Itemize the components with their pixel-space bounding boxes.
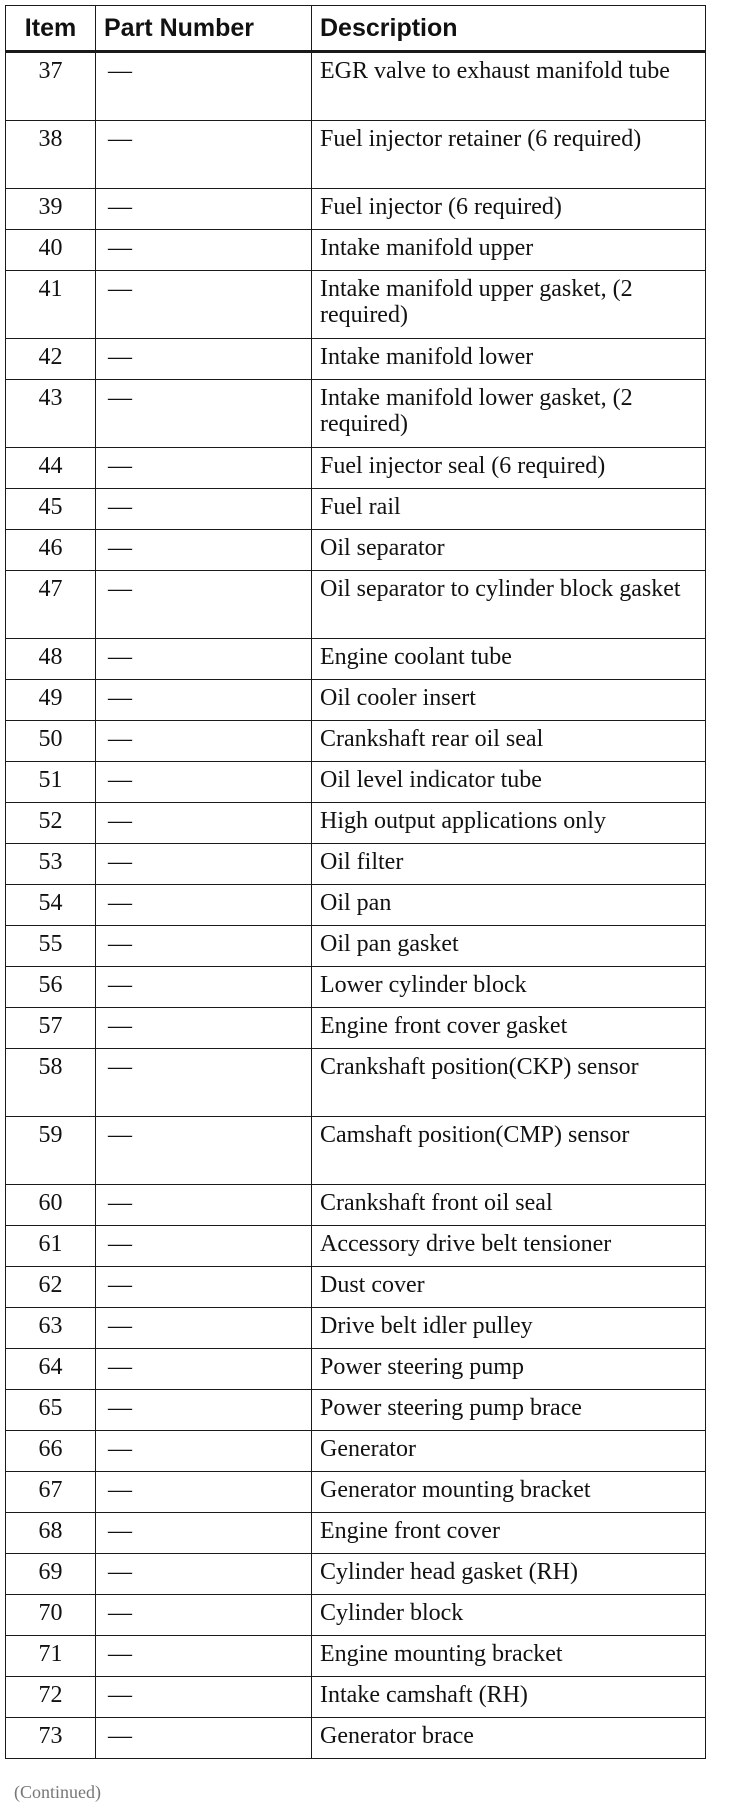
part-number-cell: — — [96, 189, 312, 230]
description-cell: Engine front cover — [312, 1513, 706, 1554]
item-cell: 65 — [6, 1390, 96, 1431]
part-number-cell: — — [96, 121, 312, 189]
description-cell: Lower cylinder block — [312, 967, 706, 1008]
item-cell: 40 — [6, 230, 96, 271]
table-row — [6, 721, 706, 762]
table-row — [6, 571, 706, 639]
part-number-cell: — — [96, 967, 312, 1008]
part-number-cell: — — [96, 571, 312, 639]
part-number-cell: — — [96, 926, 312, 967]
description-cell: Generator brace — [312, 1718, 706, 1759]
description-cell: Oil pan — [312, 885, 706, 926]
item-cell: 45 — [6, 489, 96, 530]
table-row — [6, 1349, 706, 1390]
part-number-cell: — — [96, 844, 312, 885]
part-number-cell: — — [96, 680, 312, 721]
part-number-cell: — — [96, 1636, 312, 1677]
description-cell: Power steering pump — [312, 1349, 706, 1390]
description-cell: Engine mounting bracket — [312, 1636, 706, 1677]
description-cell: Power steering pump brace — [312, 1390, 706, 1431]
table-row — [6, 762, 706, 803]
table-body — [6, 52, 706, 1759]
part-number-cell: — — [96, 448, 312, 489]
description-cell: Fuel injector seal (6 required) — [312, 448, 706, 489]
table-row — [6, 885, 706, 926]
item-cell: 47 — [6, 571, 96, 639]
table-row — [6, 1185, 706, 1226]
description-cell: Cylinder head gasket (RH) — [312, 1554, 706, 1595]
description-cell: Engine front cover gasket — [312, 1008, 706, 1049]
description-cell: Crankshaft front oil seal — [312, 1185, 706, 1226]
table-row — [6, 1554, 706, 1595]
description-cell: Cylinder block — [312, 1595, 706, 1636]
table-row — [6, 1117, 706, 1185]
part-number-cell: — — [96, 1390, 312, 1431]
table-row — [6, 1431, 706, 1472]
part-number-cell: — — [96, 803, 312, 844]
item-cell: 39 — [6, 189, 96, 230]
table-row — [6, 680, 706, 721]
table-row — [6, 803, 706, 844]
description-cell: Oil filter — [312, 844, 706, 885]
description-cell: Camshaft position(CMP) sensor — [312, 1117, 706, 1185]
part-number-cell: — — [96, 52, 312, 121]
table-row — [6, 1595, 706, 1636]
item-cell: 46 — [6, 530, 96, 571]
description-cell: Oil separator — [312, 530, 706, 571]
parts-table — [5, 5, 706, 1759]
item-cell: 56 — [6, 967, 96, 1008]
item-cell: 43 — [6, 380, 96, 448]
item-cell: 54 — [6, 885, 96, 926]
continued-note: (Continued) — [14, 1782, 101, 1802]
description-cell: Intake camshaft (RH) — [312, 1677, 706, 1718]
table-row — [6, 1008, 706, 1049]
table-row — [6, 189, 706, 230]
item-cell: 50 — [6, 721, 96, 762]
description-cell: Intake manifold lower — [312, 339, 706, 380]
description-cell: Oil level indicator tube — [312, 762, 706, 803]
table-row — [6, 339, 706, 380]
part-number-cell: — — [96, 380, 312, 448]
table-row — [6, 1513, 706, 1554]
item-cell: 51 — [6, 762, 96, 803]
description-cell: Oil cooler insert — [312, 680, 706, 721]
description-cell: Intake manifold lower gasket, (2 required) — [312, 380, 706, 448]
item-cell: 61 — [6, 1226, 96, 1267]
table-row — [6, 271, 706, 339]
part-number-cell: — — [96, 1049, 312, 1117]
description-cell: Intake manifold upper — [312, 230, 706, 271]
part-number-cell: — — [96, 762, 312, 803]
description-cell: Dust cover — [312, 1267, 706, 1308]
item-cell: 58 — [6, 1049, 96, 1117]
header-part-number: Part Number — [96, 6, 312, 52]
description-cell: High output applications only — [312, 803, 706, 844]
item-cell: 55 — [6, 926, 96, 967]
item-cell: 44 — [6, 448, 96, 489]
description-cell: Oil separator to cylinder block gasket — [312, 571, 706, 639]
table-row — [6, 489, 706, 530]
part-number-cell: — — [96, 885, 312, 926]
description-cell: Generator mounting bracket — [312, 1472, 706, 1513]
part-number-cell: — — [96, 1008, 312, 1049]
description-cell: Crankshaft rear oil seal — [312, 721, 706, 762]
description-cell: Fuel injector (6 required) — [312, 189, 706, 230]
part-number-cell: — — [96, 1513, 312, 1554]
item-cell: 71 — [6, 1636, 96, 1677]
header-description: Description — [312, 6, 706, 52]
description-cell: Drive belt idler pulley — [312, 1308, 706, 1349]
table-row — [6, 1390, 706, 1431]
description-cell: Oil pan gasket — [312, 926, 706, 967]
item-cell: 66 — [6, 1431, 96, 1472]
part-number-cell: — — [96, 1677, 312, 1718]
item-cell: 72 — [6, 1677, 96, 1718]
item-cell: 64 — [6, 1349, 96, 1390]
part-number-cell: — — [96, 1472, 312, 1513]
table-row — [6, 926, 706, 967]
table-row — [6, 1677, 706, 1718]
item-cell: 60 — [6, 1185, 96, 1226]
description-cell: Engine coolant tube — [312, 639, 706, 680]
part-number-cell: — — [96, 1349, 312, 1390]
item-cell: 62 — [6, 1267, 96, 1308]
table-row — [6, 1049, 706, 1117]
item-cell: 37 — [6, 52, 96, 121]
item-cell: 68 — [6, 1513, 96, 1554]
description-cell: Accessory drive belt tensioner — [312, 1226, 706, 1267]
table-row — [6, 530, 706, 571]
part-number-cell: — — [96, 530, 312, 571]
table-row — [6, 1472, 706, 1513]
table-row — [6, 121, 706, 189]
item-cell: 42 — [6, 339, 96, 380]
part-number-cell: — — [96, 1718, 312, 1759]
table-row — [6, 1308, 706, 1349]
description-cell: Generator — [312, 1431, 706, 1472]
part-number-cell: — — [96, 271, 312, 339]
part-number-cell: — — [96, 1431, 312, 1472]
part-number-cell: — — [96, 1308, 312, 1349]
item-cell: 38 — [6, 121, 96, 189]
table-row — [6, 230, 706, 271]
part-number-cell: — — [96, 489, 312, 530]
part-number-cell: — — [96, 230, 312, 271]
item-cell: 48 — [6, 639, 96, 680]
description-cell: EGR valve to exhaust manifold tube — [312, 52, 706, 121]
item-cell: 69 — [6, 1554, 96, 1595]
table-row — [6, 1636, 706, 1677]
part-number-cell: — — [96, 1117, 312, 1185]
item-cell: 67 — [6, 1472, 96, 1513]
description-cell: Intake manifold upper gasket, (2 required) — [312, 271, 706, 339]
table-row — [6, 52, 706, 121]
table-row — [6, 380, 706, 448]
part-number-cell: — — [96, 1185, 312, 1226]
part-number-cell: — — [96, 339, 312, 380]
description-cell: Fuel rail — [312, 489, 706, 530]
description-cell: Fuel injector retainer (6 required) — [312, 121, 706, 189]
part-number-cell: — — [96, 1226, 312, 1267]
item-cell: 63 — [6, 1308, 96, 1349]
item-cell: 73 — [6, 1718, 96, 1759]
part-number-cell: — — [96, 639, 312, 680]
table-row — [6, 1718, 706, 1759]
table-row — [6, 967, 706, 1008]
part-number-cell: — — [96, 1554, 312, 1595]
part-number-cell: — — [96, 1595, 312, 1636]
item-cell: 52 — [6, 803, 96, 844]
part-number-cell: — — [96, 721, 312, 762]
table-row — [6, 1226, 706, 1267]
item-cell: 57 — [6, 1008, 96, 1049]
item-cell: 49 — [6, 680, 96, 721]
item-cell: 53 — [6, 844, 96, 885]
table-row — [6, 1267, 706, 1308]
table-header-row — [6, 6, 706, 52]
table-row — [6, 639, 706, 680]
description-cell: Crankshaft position(CKP) sensor — [312, 1049, 706, 1117]
item-cell: 41 — [6, 271, 96, 339]
table-row — [6, 448, 706, 489]
item-cell: 59 — [6, 1117, 96, 1185]
item-cell: 70 — [6, 1595, 96, 1636]
part-number-cell: — — [96, 1267, 312, 1308]
header-item: Item — [6, 6, 96, 52]
table-row — [6, 844, 706, 885]
